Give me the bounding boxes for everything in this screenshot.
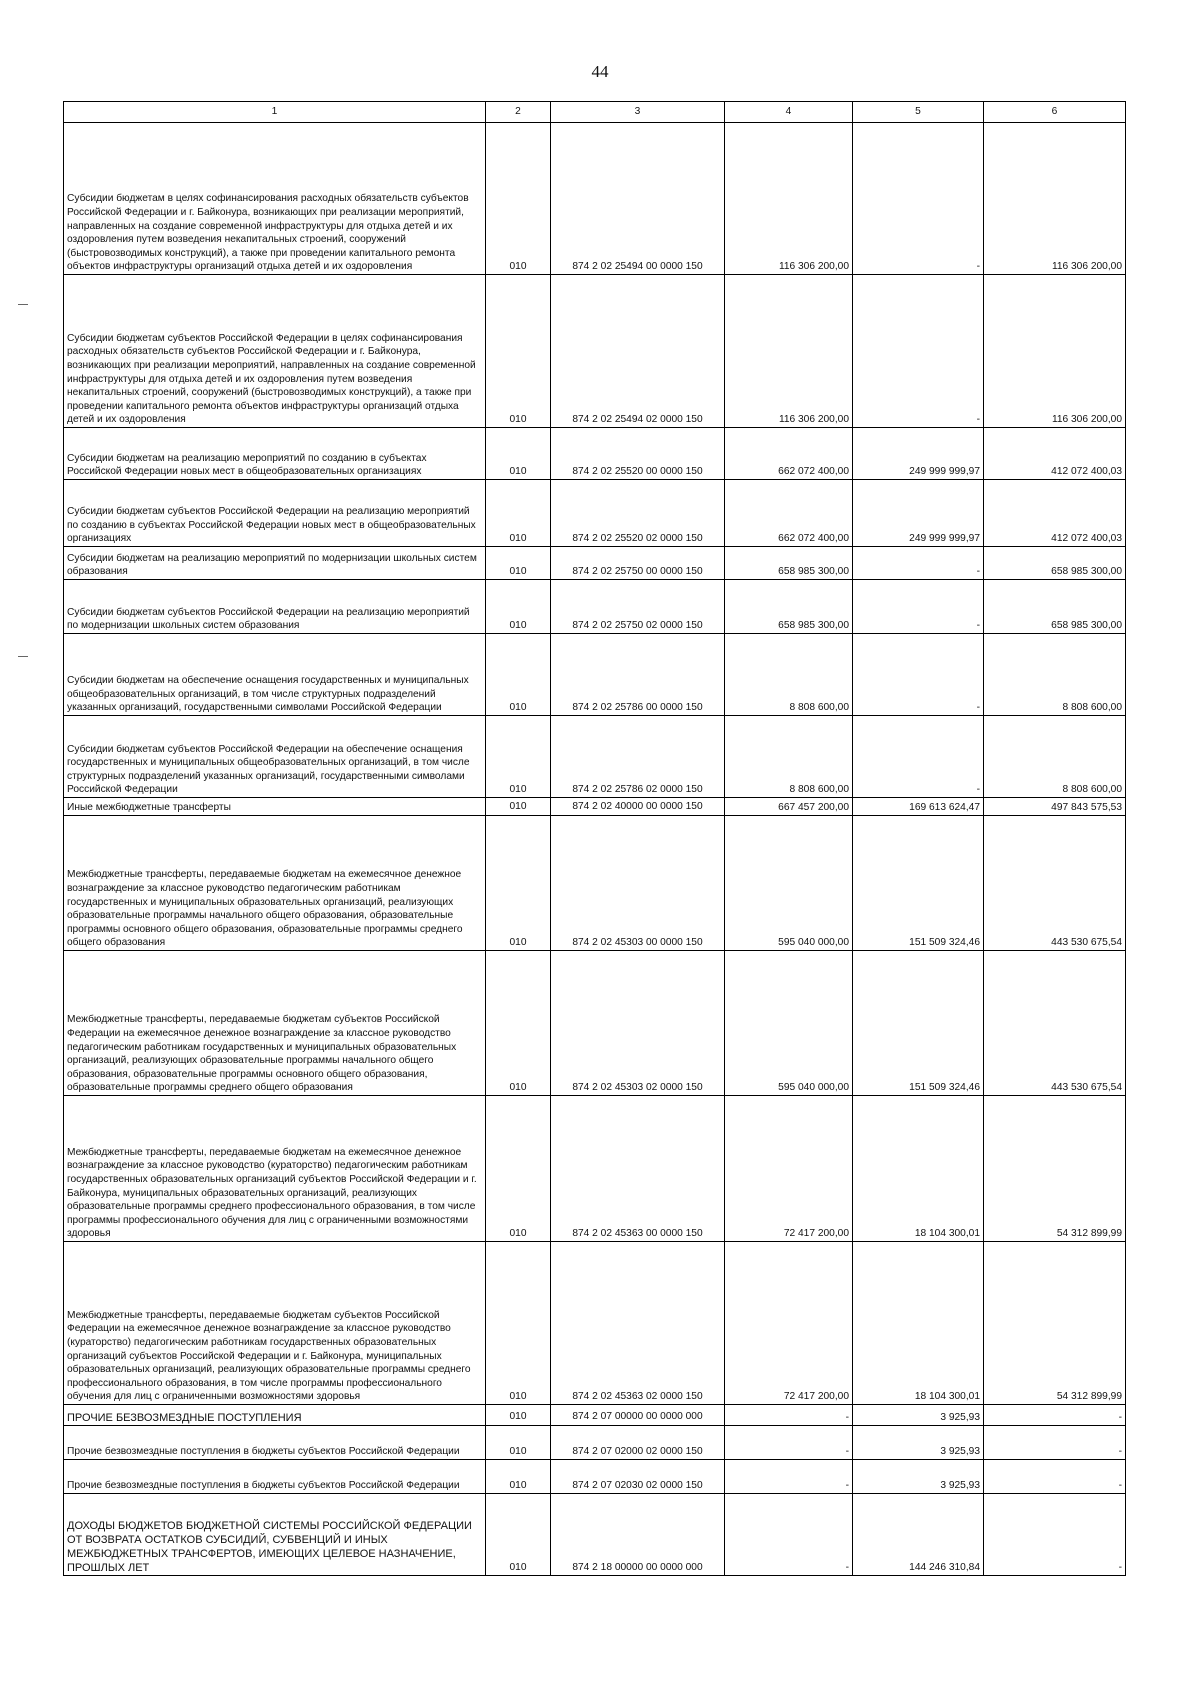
income-name: Субсидии бюджетам на обеспечение оснащения государственных и муниципальных общеобразовательных организаций, в том числе структурных подразделений указанных организаций, государственными символами Российской Федерации [64, 634, 486, 716]
executed-amount: 3 925,93 [853, 1460, 984, 1494]
column-number-row [64, 102, 1126, 123]
row-code: 010 [486, 1405, 551, 1426]
column-header: 2 [486, 102, 551, 123]
approved-amount: 662 072 400,00 [725, 480, 853, 547]
margin-mark [18, 304, 28, 305]
column-header: 4 [725, 102, 853, 123]
table-row [64, 1426, 1126, 1460]
row-code: 010 [486, 428, 551, 480]
table-row [64, 816, 1126, 951]
unexecuted-amount: 497 843 575,53 [984, 798, 1126, 816]
table-row [64, 1242, 1126, 1405]
column-header: 3 [551, 102, 725, 123]
budget-classification-code: 874 2 02 25494 00 0000 150 [551, 123, 725, 275]
unexecuted-amount: 116 306 200,00 [984, 123, 1126, 275]
income-name: Межбюджетные трансферты, передаваемые бюджетам субъектов Российской Федерации на ежемесячное денежное вознаграждение за классное руководство (кураторство) педагогическим работникам государственных образовательных организаций субъектов Российской Федерации и г. Байконура, муниципальных образовательных организаций, реализующих образовательные программы среднего профессионального образования, в том числе программы профессионального обучения для лиц с ограниченными возможностями здоровья [64, 1242, 486, 1405]
executed-amount: - [853, 275, 984, 428]
executed-amount: 18 104 300,01 [853, 1242, 984, 1405]
table-row [64, 547, 1126, 580]
income-name: Субсидии бюджетам на реализацию мероприятий по созданию в субъектах Российской Федерации новых мест в общеобразовательных организациях [64, 428, 486, 480]
page-number: 44 [591, 62, 609, 81]
row-code: 010 [486, 480, 551, 547]
budget-classification-code: 874 2 02 25750 00 0000 150 [551, 547, 725, 580]
table-row [64, 275, 1126, 428]
table-row [64, 580, 1126, 634]
table-row [64, 1460, 1126, 1494]
table-row [64, 428, 1126, 480]
approved-amount: 72 417 200,00 [725, 1096, 853, 1242]
column-header: 5 [853, 102, 984, 123]
budget-classification-code: 874 2 02 25520 02 0000 150 [551, 480, 725, 547]
budget-classification-code: 874 2 02 25494 02 0000 150 [551, 275, 725, 428]
budget-classification-code: 874 2 07 00000 00 0000 000 [551, 1405, 725, 1426]
unexecuted-amount: - [984, 1405, 1126, 1426]
table-row [64, 1096, 1126, 1242]
executed-amount: 151 509 324,46 [853, 816, 984, 951]
income-name: Межбюджетные трансферты, передаваемые бюджетам на ежемесячное денежное вознаграждение за классное руководство (кураторство) педагогическим работникам государственных образовательных организаций субъектов Российской Федерации и г. Байконура, муниципальных образовательных организаций, реализующих образовательные программы среднего профессионального образования, в том числе программы профессионального обучения для лиц с ограниченными возможностями здоровья [64, 1096, 486, 1242]
approved-amount: - [725, 1426, 853, 1460]
income-name: Межбюджетные трансферты, передаваемые бюджетам на ежемесячное денежное вознаграждение за классное руководство педагогическим работникам государственных и муниципальных образовательных организаций, реализующих образовательные программы начального общего образования, образовательные программы основного общего образования, образовательные программы среднего общего образования [64, 816, 486, 951]
budget-classification-code: 874 2 02 25520 00 0000 150 [551, 428, 725, 480]
income-name: ПРОЧИЕ БЕЗВОЗМЕЗДНЫЕ ПОСТУПЛЕНИЯ [64, 1405, 486, 1426]
row-code: 010 [486, 816, 551, 951]
budget-classification-code: 874 2 07 02000 02 0000 150 [551, 1426, 725, 1460]
income-name: Субсидии бюджетам субъектов Российской Федерации на реализацию мероприятий по модернизации школьных систем образования [64, 580, 486, 634]
budget-table [63, 101, 1126, 1576]
unexecuted-amount: 658 985 300,00 [984, 580, 1126, 634]
table-row [64, 798, 1126, 816]
row-code: 010 [486, 580, 551, 634]
budget-classification-code: 874 2 02 25786 00 0000 150 [551, 634, 725, 716]
unexecuted-amount: 8 808 600,00 [984, 716, 1126, 798]
approved-amount: 662 072 400,00 [725, 428, 853, 480]
income-name: Межбюджетные трансферты, передаваемые бюджетам субъектов Российской Федерации на ежемесячное денежное вознаграждение за классное руководство педагогическим работникам государственных и муниципальных образовательных организаций, реализующих образовательные программы начального общего образования, образовательные программы основного общего образования, образовательные программы среднего общего образования [64, 951, 486, 1096]
row-code: 010 [486, 547, 551, 580]
table-row [64, 634, 1126, 716]
approved-amount: 116 306 200,00 [725, 275, 853, 428]
row-code: 010 [486, 798, 551, 816]
budget-classification-code: 874 2 02 45303 00 0000 150 [551, 816, 725, 951]
unexecuted-amount: - [984, 1426, 1126, 1460]
table-row [64, 480, 1126, 547]
unexecuted-amount: 116 306 200,00 [984, 275, 1126, 428]
budget-classification-code: 874 2 07 02030 02 0000 150 [551, 1460, 725, 1494]
table-row [64, 1405, 1126, 1426]
income-name: Субсидии бюджетам субъектов Российской Федерации в целях софинансирования расходных обязательств субъектов Российской Федерации и г. Байконура, возникающих при реализации мероприятий, направленных на создание современной инфраструктуры для отдыха детей и их оздоровления путем возведения некапитальных строений, сооружений (быстровозводимых конструкций), а также при проведении капитального ремонта объектов инфраструктуры организаций отдыха детей и их оздоровления [64, 275, 486, 428]
unexecuted-amount: 8 808 600,00 [984, 634, 1126, 716]
approved-amount: 658 985 300,00 [725, 547, 853, 580]
table-row [64, 951, 1126, 1096]
row-code: 010 [486, 634, 551, 716]
executed-amount: 18 104 300,01 [853, 1096, 984, 1242]
executed-amount: 169 613 624,47 [853, 798, 984, 816]
executed-amount: - [853, 123, 984, 275]
executed-amount: - [853, 716, 984, 798]
budget-classification-code: 874 2 02 25786 02 0000 150 [551, 716, 725, 798]
approved-amount: 595 040 000,00 [725, 951, 853, 1096]
executed-amount: 3 925,93 [853, 1405, 984, 1426]
budget-classification-code: 874 2 02 45363 00 0000 150 [551, 1096, 725, 1242]
approved-amount: 116 306 200,00 [725, 123, 853, 275]
approved-amount: 8 808 600,00 [725, 716, 853, 798]
approved-amount: 595 040 000,00 [725, 816, 853, 951]
row-code: 010 [486, 1494, 551, 1576]
column-header: 6 [984, 102, 1126, 123]
budget-classification-code: 874 2 02 45303 02 0000 150 [551, 951, 725, 1096]
approved-amount: 8 808 600,00 [725, 634, 853, 716]
approved-amount: 658 985 300,00 [725, 580, 853, 634]
approved-amount: - [725, 1460, 853, 1494]
row-code: 010 [486, 275, 551, 428]
approved-amount: - [725, 1405, 853, 1426]
approved-amount: 667 457 200,00 [725, 798, 853, 816]
margin-mark [18, 656, 28, 657]
row-code: 010 [486, 951, 551, 1096]
unexecuted-amount: 443 530 675,54 [984, 951, 1126, 1096]
budget-classification-code: 874 2 02 45363 02 0000 150 [551, 1242, 725, 1405]
approved-amount: 72 417 200,00 [725, 1242, 853, 1405]
income-name: Прочие безвозмездные поступления в бюджеты субъектов Российской Федерации [64, 1460, 486, 1494]
budget-classification-code: 874 2 02 40000 00 0000 150 [551, 798, 725, 816]
unexecuted-amount: 412 072 400,03 [984, 428, 1126, 480]
budget-classification-code: 874 2 02 25750 02 0000 150 [551, 580, 725, 634]
budget-classification-code: 874 2 18 00000 00 0000 000 [551, 1494, 725, 1576]
row-code: 010 [486, 1096, 551, 1242]
unexecuted-amount: 443 530 675,54 [984, 816, 1126, 951]
executed-amount: - [853, 547, 984, 580]
executed-amount: 151 509 324,46 [853, 951, 984, 1096]
executed-amount: 144 246 310,84 [853, 1494, 984, 1576]
row-code: 010 [486, 1426, 551, 1460]
executed-amount: 3 925,93 [853, 1426, 984, 1460]
income-name: Субсидии бюджетам субъектов Российской Федерации на реализацию мероприятий по созданию в субъектах Российской Федерации новых мест в общеобразовательных организациях [64, 480, 486, 547]
column-header: 1 [64, 102, 486, 123]
row-code: 010 [486, 716, 551, 798]
row-code: 010 [486, 1460, 551, 1494]
income-name: ДОХОДЫ БЮДЖЕТОВ БЮДЖЕТНОЙ СИСТЕМЫ РОССИЙСКОЙ ФЕДЕРАЦИИ ОТ ВОЗВРАТА ОСТАТКОВ СУБСИДИЙ, СУБВЕНЦИЙ И ИНЫХ МЕЖБЮДЖЕТНЫХ ТРАНСФЕРТОВ, ИМЕЮЩИХ ЦЕЛЕВОЕ НАЗНАЧЕНИЕ, ПРОШЛЫХ ЛЕТ [64, 1494, 486, 1576]
income-name: Иные межбюджетные трансферты [64, 798, 486, 816]
income-name: Субсидии бюджетам на реализацию мероприятий по модернизации школьных систем образования [64, 547, 486, 580]
unexecuted-amount: 412 072 400,03 [984, 480, 1126, 547]
table-row [64, 123, 1126, 275]
income-name: Субсидии бюджетам субъектов Российской Федерации на обеспечение оснащения государственных и муниципальных общеобразовательных организаций, в том числе структурных подразделений указанных организаций, государственными символами Российской Федерации [64, 716, 486, 798]
executed-amount: 249 999 999,97 [853, 480, 984, 547]
executed-amount: 249 999 999,97 [853, 428, 984, 480]
unexecuted-amount: - [984, 1494, 1126, 1576]
row-code: 010 [486, 1242, 551, 1405]
row-code: 010 [486, 123, 551, 275]
unexecuted-amount: 658 985 300,00 [984, 547, 1126, 580]
unexecuted-amount: - [984, 1460, 1126, 1494]
unexecuted-amount: 54 312 899,99 [984, 1242, 1126, 1405]
approved-amount: - [725, 1494, 853, 1576]
executed-amount: - [853, 634, 984, 716]
table-row [64, 716, 1126, 798]
table-row [64, 1494, 1126, 1576]
executed-amount: - [853, 580, 984, 634]
income-name: Прочие безвозмездные поступления в бюджеты субъектов Российской Федерации [64, 1426, 486, 1460]
income-name: Субсидии бюджетам в целях софинансирования расходных обязательств субъектов Российской Федерации и г. Байконура, возникающих при реализации мероприятий, направленных на создание современной инфраструктуры для отдыха детей и их оздоровления путем возведения некапитальных строений, сооружений (быстровозводимых конструкций), а также при проведении капитального ремонта объектов инфраструктуры организаций отдыха детей и их оздоровления [64, 123, 486, 275]
unexecuted-amount: 54 312 899,99 [984, 1096, 1126, 1242]
